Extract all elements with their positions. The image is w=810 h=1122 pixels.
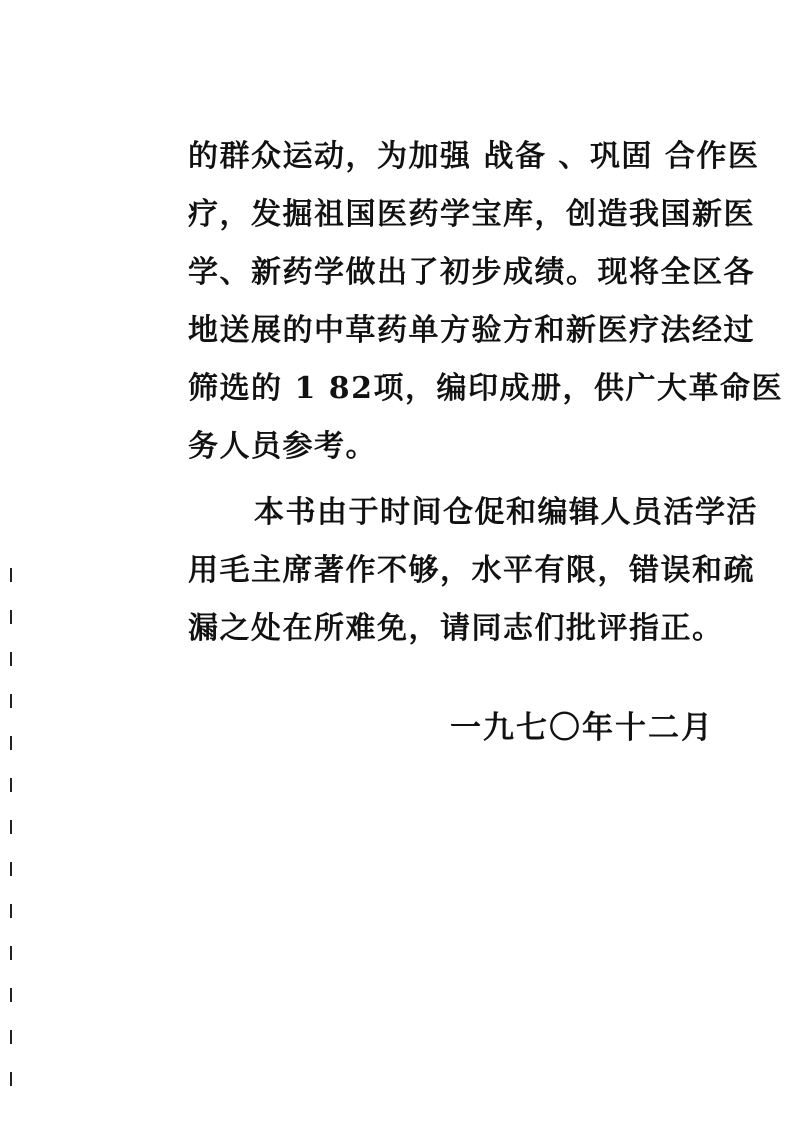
margin-tick: [10, 694, 12, 708]
margin-tick: [10, 946, 12, 960]
margin-tick: [10, 904, 12, 918]
paragraph-2-line-1: 本书由于时间仓促和编辑人员活学活: [254, 495, 758, 530]
margin-tick: [10, 568, 12, 582]
document-date: 一九七〇年十二月: [450, 710, 714, 746]
margin-tick: [10, 736, 12, 750]
paragraph-1-line-2: 疗，发掘祖国医药学宝库，创造我国新医: [188, 197, 755, 232]
paragraph-1-line-6: 务人员参考。: [188, 429, 377, 464]
margin-tick: [10, 610, 12, 624]
binding-margin-marks: [10, 560, 20, 1100]
margin-tick: [10, 778, 12, 792]
paragraph-1-line-5: 筛选的 1 82项，编印成册，供广大革命医: [188, 371, 784, 406]
margin-tick: [10, 820, 12, 834]
paragraph-2-line-3: 漏之处在所难免，请同志们批评指正。: [188, 611, 724, 646]
margin-tick: [10, 862, 12, 876]
paragraph-1-line-4: 地送展的中草药单方验方和新医疗法经过: [188, 313, 755, 348]
paragraph-1-line-3: 学、新药学做出了初步成绩。现将全区各: [188, 255, 755, 290]
paragraph-1-line-1: 的群众运动，为加强 战备 、巩固 合作医: [188, 139, 760, 174]
paragraph-2-line-2: 用毛主席著作不够，水平有限，错误和疏: [188, 553, 755, 588]
margin-tick: [10, 652, 12, 666]
margin-tick: [10, 988, 12, 1002]
margin-tick: [10, 1072, 12, 1086]
margin-tick: [10, 1030, 12, 1044]
body-text: [188, 128, 784, 658]
